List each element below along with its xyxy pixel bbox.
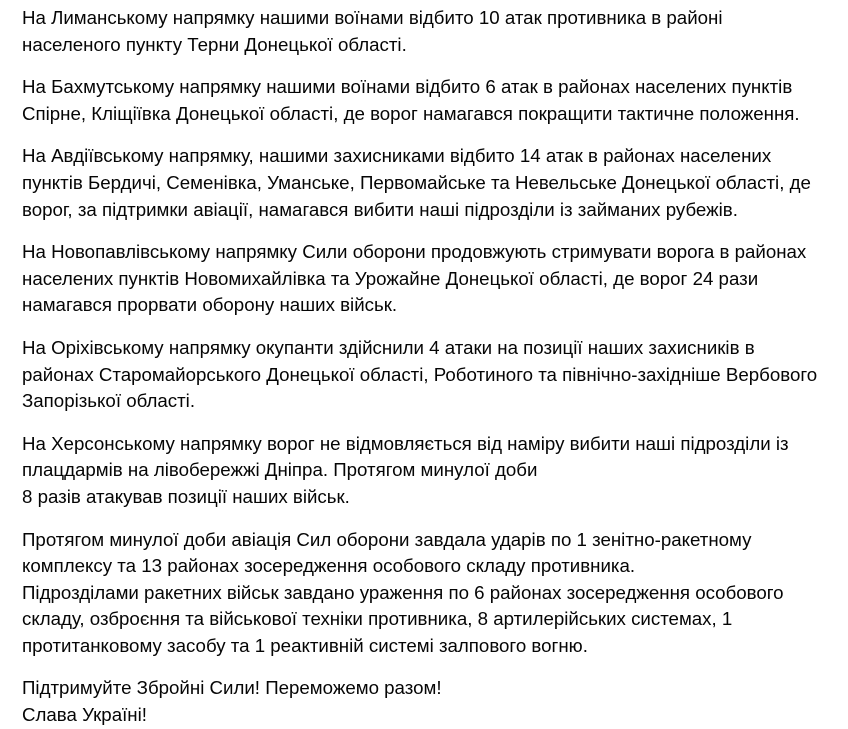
paragraph-line: Запорізької області. [22, 390, 196, 412]
paragraph-line: На Лиманському напрямку нашими воїнами відбито 10 атак противника в районі [22, 7, 723, 28]
paragraph-line: населеного пункту Терни Донецької області. [22, 33, 407, 55]
paragraph-line: 8 разів атакував позиції наших військ. [22, 485, 350, 507]
paragraph-line: На Бахмутському напрямку нашими воїнами відбито 6 атак в районах населених пунктів [22, 76, 793, 98]
paragraph-line: На Новопавлівському напрямку Сили оборони продовжують стримувати ворога в районах [22, 241, 807, 263]
paragraph-line: Підтримуйте Збройні Сили! Переможемо разом! [22, 677, 442, 699]
paragraph-line: комплексу та 13 районах зосередження особового складу противника. [22, 555, 636, 577]
paragraph-line: На Херсонському напрямку ворог не відмовляється від наміру вибити наші підрозділи із [22, 432, 789, 454]
paragraph-line: На Авдіївському напрямку, нашими захисниками відбито 14 атак в районах населених [22, 145, 772, 167]
paragraph-line: Спірне, Кліщіївка Донецької області, де ворог намагався покращити тактичне положення. [22, 102, 800, 124]
paragraph-line: Слава Україні! [22, 704, 147, 726]
post-paragraph [22, 5, 838, 58]
paragraph-line: На Оріхівському напрямку окупанти здійснили 4 атаки на позиції наших захисників в [22, 336, 755, 358]
paragraph-line: протитанковому засобу та 1 реактивній системі залпового вогню. [22, 634, 588, 656]
paragraph-line: намагався прорвати оборону наших військ. [22, 294, 398, 316]
post-paragraph [22, 239, 838, 319]
post-paragraph [22, 527, 838, 660]
paragraph-line: районах Старомайорського Донецької області, Роботиного та північно-західніше Вербового [22, 363, 818, 385]
post-paragraph [22, 431, 838, 511]
post-paragraph [22, 74, 838, 127]
paragraph-line: населених пунктів Новомихайлівка та Урожайне Донецької області, де ворог 24 рази [22, 267, 759, 289]
post-paragraph [22, 143, 838, 223]
paragraph-line: плацдармів на лівобережжі Дніпра. Протягом минулої доби [22, 459, 538, 481]
post-paragraph [22, 675, 838, 728]
paragraph-line: Протягом минулої доби авіація Сил оборони завдала ударів по 1 зенітно-ракетному [22, 528, 752, 550]
post-paragraph [22, 335, 838, 415]
paragraph-line: складу, озброєння та військової техніки противника, 8 артилерійських системах, 1 [22, 608, 733, 630]
paragraph-line: ворог, за підтримки авіації, намагався вибити наші підрозділи із займаних рубежів. [22, 198, 738, 220]
paragraph-line: пунктів Бердичі, Семенівка, Уманське, Первомайське та Невельське Донецької області, де [22, 171, 811, 193]
paragraph-line: Підрозділами ракетних військ завдано ураження по 6 районах зосередження особового [22, 581, 784, 603]
